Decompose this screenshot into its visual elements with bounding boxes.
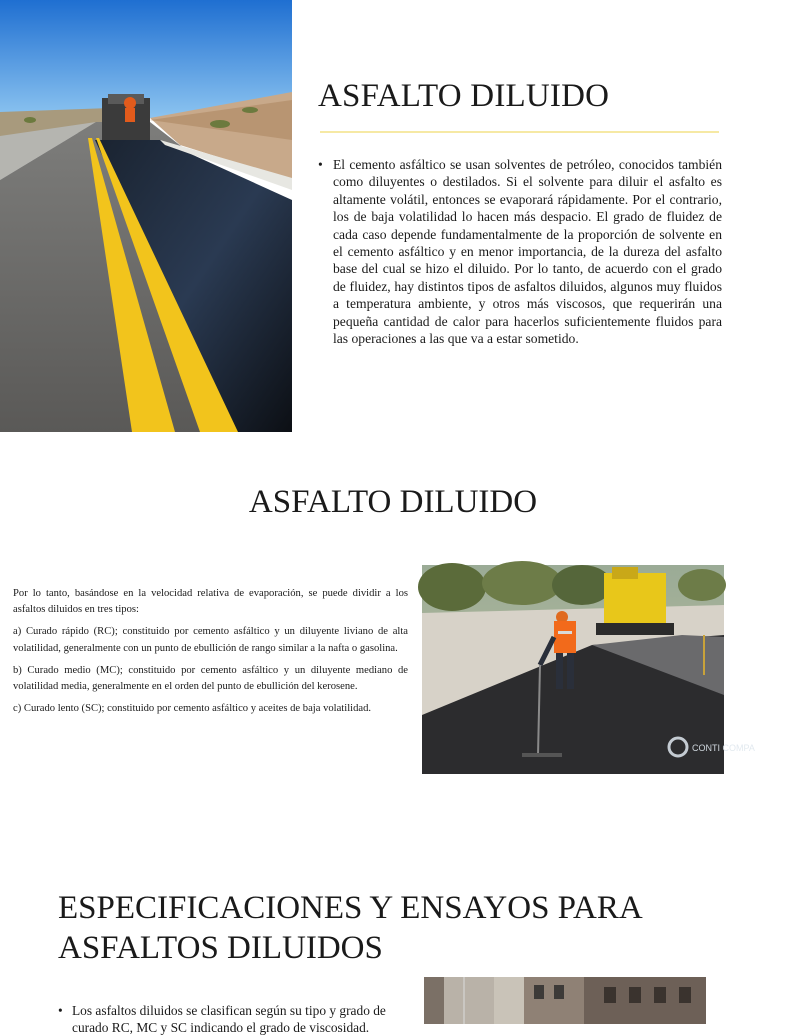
slide-title: ASFALTO DILUIDO — [248, 484, 538, 520]
title-underline — [320, 131, 719, 133]
road-worker-photo — [422, 565, 755, 774]
types-list — [13, 586, 408, 723]
road-asphalt-photo — [0, 0, 292, 432]
type-mc: b) Curado medio (MC); constituido por cemento asfáltico y un diluyente mediano de volatilidad media, generalmente en el orden del punto de ebullición del kerosene. — [13, 664, 408, 693]
slide-2 — [0, 470, 768, 810]
type-rc: a) Curado rápido (RC); constituido por cemento asfáltico y un diluyente liviano de alta volatilidad, generalmente con un punto de ebullición de rango similar a la nafta o gasolina. — [13, 626, 408, 654]
paragraph-text: El cemento asfáltico se usan solventes de petróleo, conocidos también como diluyentes o destilados. Si el solvente para diluir el asfalto es altamente volátil, entonces se evaporará rápidamente. Por el contrario, los de baja volatilidad lo hacen más despacio. El grado de fluidez de cada caso depende fundamentalmente de la proporción de solvente en el cemento asfáltico y en menor importancia, de la dureza del asfalto base del cual se hizo el diluido. Por lo tanto, de acuerdo con el grado de fluidez, hay distintos tipos de asfaltos diluidos, algunos muy fluidos a temperatura ambiente, y otros más viscosos, que requerirán una pequeña cantidad de calor para hacerlos suficientemente fluidos para las operaciones a las que va a estar sometido. — [333, 157, 722, 347]
bullet-paragraph — [58, 1002, 388, 1036]
type-sc: c) Curado lento (SC); constituido por cemento asfáltico y aceites de baja volatilidad. — [13, 703, 372, 715]
slide-title: ESPECIFICACIONES Y ENSAYOS PARA ASFALTOS DILUIDOS — [58, 890, 641, 966]
slide-3 — [0, 880, 768, 1035]
intro-paragraph: Por lo tanto, basándose en la velocidad relativa de evaporación, se puede dividir a los asfaltos diluidos en tres tipos: — [13, 588, 408, 616]
bullet-paragraph — [318, 156, 722, 347]
photo-watermark: CONTI COMPA — [692, 743, 755, 753]
slide-title: ASFALTO DILUIDO — [318, 78, 610, 114]
bullet-marker: • — [58, 1003, 63, 1018]
slide-1 — [0, 0, 768, 432]
city-street-photo — [424, 977, 706, 1024]
bullet-marker: • — [318, 157, 323, 172]
paragraph-text: Los asfaltos diluidos se clasifican según su tipo y grado de curado RC, MC y SC indicando el grado de viscosidad. — [72, 1003, 386, 1035]
